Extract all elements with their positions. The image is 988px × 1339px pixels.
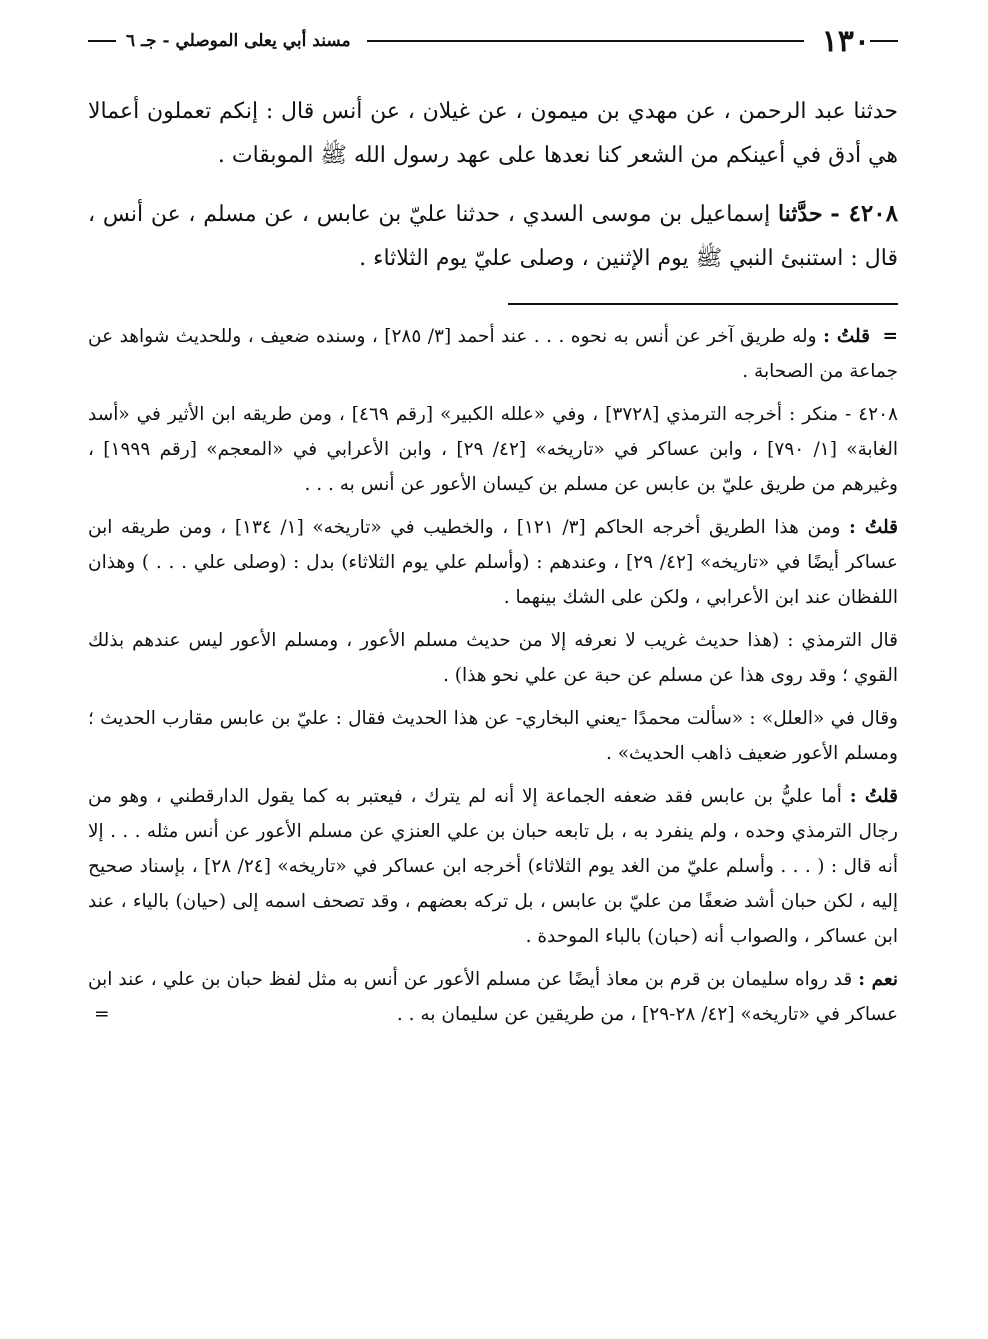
footnote-text: قد رواه سليمان بن قرم بن معاذ أيضًا عن مسلم الأعور عن أنس به مثل لفظ حبان بن علي ، عند ابن عساكر في «تاريخه» [٤٢/ ٢٨-٢٩] ، من طريقين عن سليمان به . .	[88, 969, 898, 1025]
hadith-text: إسماعيل بن موسى السدي ، حدثنا عليّ بن عابس ، عن مسلم ، عن أنس ، قال : استنبئ النبي ﷺ يوم الإثنين ، وصلى عليّ يوم الثلاثاء .	[88, 202, 898, 271]
footnote-lead: نعم :	[858, 969, 899, 990]
footnote-separator	[508, 303, 898, 305]
header-rule	[367, 40, 804, 42]
main-text	[88, 90, 898, 281]
footnote-lead: قلتُ :	[849, 786, 898, 807]
running-title: مسند أبي يعلى الموصلي - جـ ٦	[126, 31, 351, 51]
footnote-1	[88, 319, 898, 389]
footnote-text: أما عليُّ بن عابس فقد ضعفه الجماعة إلا أنه لم يترك ، فيعتبر به كما يقول الدارقطني ، وهو من رجال الترمذي وحده ، ولم ينفرد به ، بل تابعه حبان بن علي العنزي عن مسلم الأعور عن أنس مثله . . . إلا أنه قال : ( . . . وأسلم عليّ من الغد يوم الثلاثاء) أخرجه ابن عساكر في «تاريخه» [٢٤/ ٢٨] ، بإسناد صحيح إليه ، لكن حبان أشد ضعفًا من عليّ بن عابس ، بل تركه بعضهم ، وقد تصحف اسمه إلى (حيان) بالياء ، عند ابن عساكر ، والصواب أنه (حبان) بالباء الموحدة .	[88, 786, 898, 947]
footnote-6	[88, 779, 898, 954]
page-header	[88, 20, 898, 62]
page-number: ١٣٠	[821, 23, 870, 59]
continuation-mark: =	[94, 1004, 110, 1025]
footnotes	[88, 319, 898, 1032]
footnote-4: قال الترمذي : (هذا حديث غريب لا نعرفه إلا من حديث مسلم الأعور ، ومسلم الأعور ليس عندهم بذلك القوي ؛ وقد روى هذا عن مسلم عن حبة عن علي نحو هذا) .	[88, 630, 898, 686]
main-paragraph-1: حدثنا عبد الرحمن ، عن مهدي بن ميمون ، عن غيلان ، عن أنس قال : إنكم تعملون أعمالا هي أدق في أعينكم من الشعر كنا نعدها على عهد رسول الله ﷺ الموبقات .	[88, 99, 898, 168]
footnote-2	[88, 397, 898, 502]
footnote-text: وله طريق آخر عن أنس به نحوه . . . عند أحمد [٣/ ٢٨٥] ، وسنده ضعيف ، وللحديث شواهد عن جماعة من الصحابة .	[88, 326, 898, 382]
header-dash	[88, 40, 116, 42]
footnote-lead: قلتُ :	[823, 326, 871, 347]
hadith-number: ٤٢٠٨ -	[830, 200, 898, 227]
footnote-3	[88, 510, 898, 615]
footnote-text: أخرجه الترمذي [٣٧٢٨] ، وفي «علله الكبير» [رقم ٤٦٩] ، ومن طريقه ابن الأثير في «أسد الغابة» [١/ ٧٩٠] ، وابن عساكر في «تاريخه» [٤٢/ ٢٩] ، وابن الأعرابي في «المعجم» [رقم ١٩٩٩] ، وغيرهم من طريق عليّ بن عابس عن مسلم بن كيسان الأعور عن أنس به . . .	[88, 404, 898, 495]
footnote-text: ومن هذا الطريق أخرجه الحاكم [٣/ ١٢١] ، والخطيب في «تاريخه» [١/ ١٣٤] ، ومن طريقه ابن عساكر أيضًا في «تاريخه» [٤٢/ ٢٩] ، وعندهم : (وأسلم علي يوم الثلاثاء) بدل : (وصلى علي . . . ) وهذان اللفظان عند ابن الأعرابي ، ولكن على الشك بينهما .	[88, 517, 898, 608]
footnote-number: ٤٢٠٨ - منكر :	[789, 404, 898, 425]
footnote-lead: قلتُ :	[848, 517, 899, 538]
footnote-7	[88, 962, 898, 1032]
continuation-mark: =	[882, 326, 898, 347]
hadith-paragraph	[88, 192, 898, 281]
book-page	[88, 20, 898, 1310]
header-dash	[870, 40, 898, 42]
footnote-5: وقال في «العلل» : «سألت محمدًا -يعني البخاري- عن هذا الحديث فقال : عليّ بن عابس مقارب الحديث ؛ ومسلم الأعور ضعيف ذاهب الحديث» .	[88, 708, 898, 764]
hadith-lead: حدَّثنا	[777, 201, 823, 227]
